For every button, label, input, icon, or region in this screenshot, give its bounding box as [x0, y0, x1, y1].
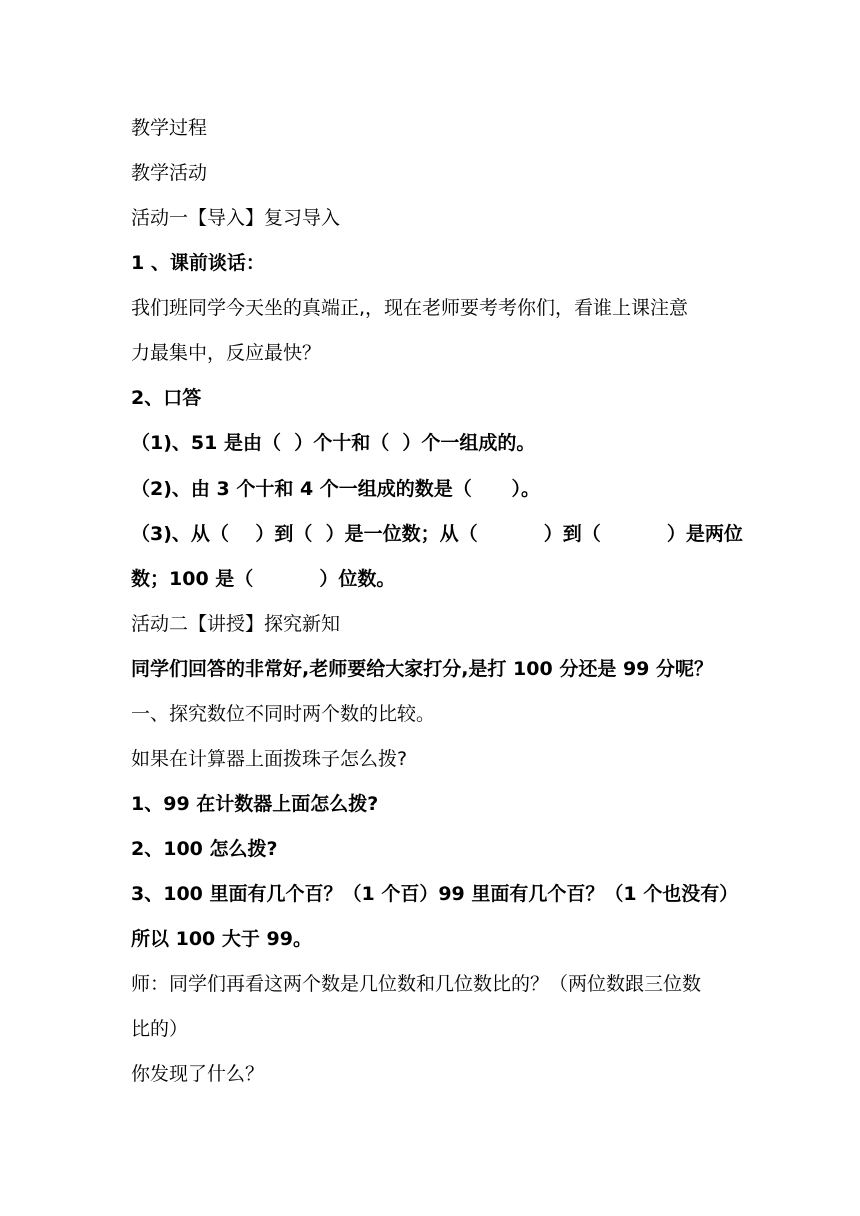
paragraph-line: 同学们回答的非常好,老师要给大家打分,是打 100 分还是 99 分呢？ [131, 658, 713, 680]
question-1: （1)、51 是由（ ）个十和（ ）个一组成的。 [131, 432, 536, 454]
step-2-oral-answer: 2、口答 [131, 387, 202, 409]
heading-teaching-activities: 教学活动 [131, 162, 208, 184]
question-2: （2)、由 3 个十和 4 个一组成的数是（ ）。 [131, 478, 540, 500]
question-3-line-2: 数；100 是（ ）位数。 [131, 568, 396, 590]
paragraph-line: 如果在计算器上面拨珠子怎么拨? [131, 748, 408, 770]
step-1-pre-class-talk: 1 、课前谈话： [131, 252, 265, 274]
teacher-line-continued: 比的） [131, 1018, 189, 1040]
heading-teaching-process: 教学过程 [131, 117, 208, 139]
step-1-question: 1、99 在计数器上面怎么拨? [131, 793, 379, 815]
activity-two-heading: 活动二【讲授】探究新知 [131, 613, 341, 635]
activity-one-heading: 活动一【导入】复习导入 [131, 207, 341, 229]
paragraph-line: 我们班同学今天坐的真端正,，现在老师要考考你们，看谁上课注意 [131, 297, 689, 319]
section-one-heading: 一、探究数位不同时两个数的比较。 [131, 703, 436, 725]
conclusion-line: 所以 100 大于 99。 [131, 928, 312, 950]
discovery-question: 你发现了什么？ [131, 1063, 265, 1085]
step-3-question: 3、100 里面有几个百？（1 个百）99 里面有几个百？（1 个也没有） [131, 883, 739, 905]
teacher-line: 师：同学们再看这两个数是几位数和几位数比的？（两位数跟三位数 [131, 973, 702, 995]
step-2-question: 2、100 怎么拨? [131, 838, 278, 860]
paragraph-line: 力最集中，反应最快？ [131, 342, 322, 364]
question-3-line-1: （3)、从（ ）到（ ）是一位数；从（ ）到（ ）是两位 [131, 523, 743, 545]
